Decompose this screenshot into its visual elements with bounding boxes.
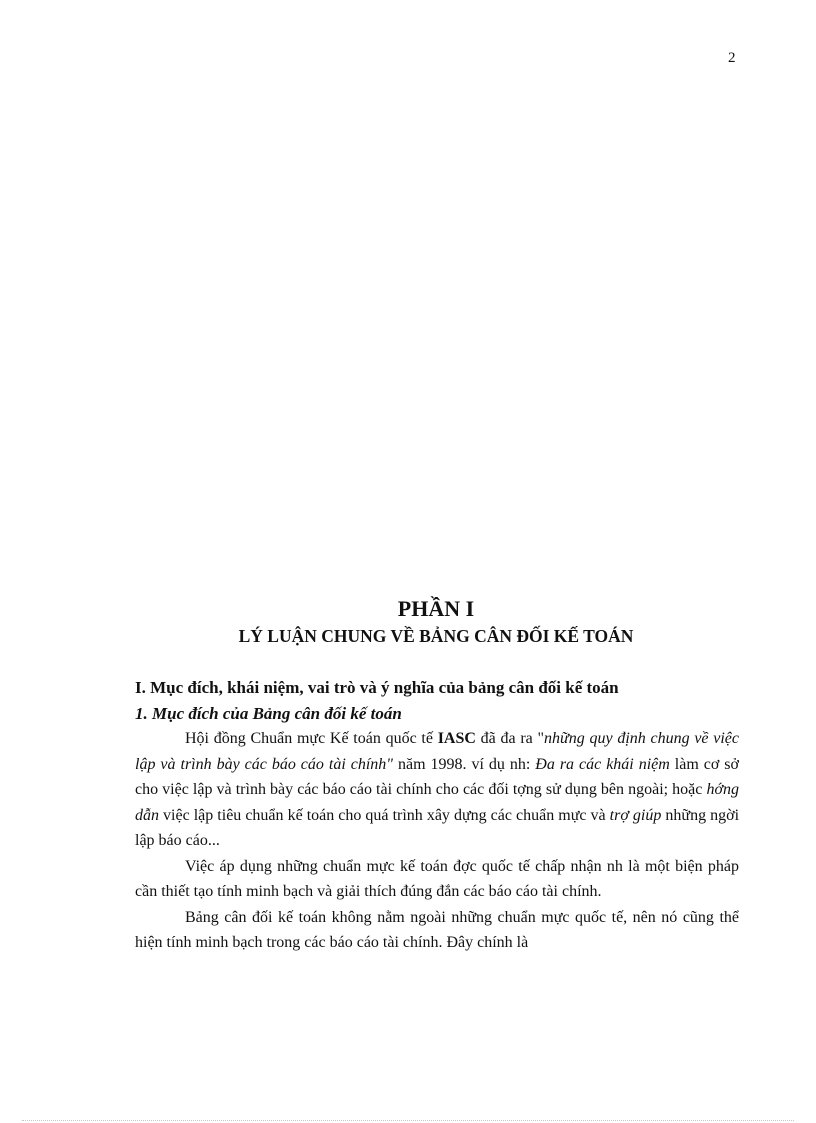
paragraph-standards: Việc áp dụng những chuẩn mực kế toán đợc quốc tế chấp nhận nh là một biện pháp cần thiết tạo tính minh bạch và giải thích đúng đắn các báo cáo tài chính.	[135, 857, 739, 900]
part-heading: PHẦN I	[397, 596, 475, 621]
paragraph-text: việc lập tiêu chuẩn kế toán cho quá trình xây dựng các chuẩn mực và	[159, 806, 610, 824]
document-body	[135, 675, 739, 956]
paragraph-text: đã đa ra "	[475, 730, 545, 747]
footer-divider	[22, 1120, 794, 1121]
paragraph-text: những ngời lập báo cáo...	[135, 806, 740, 849]
quoted-document-title: những quy định chung về việc lập và trình bày các báo cáo tài chính"	[135, 730, 740, 773]
subsection-heading: 1. Mục đích của Bảng cân đối kế toán	[135, 703, 402, 723]
emphasis-text: trợ giúp	[609, 806, 662, 824]
paragraph-text: năm 1998. ví dụ nh:	[393, 755, 536, 773]
paragraph-text: làm cơ sở cho việc lập và trình bày các báo cáo tài chính cho các đối tợng sử dụng bên ngoài; hoặc	[135, 755, 739, 798]
section-heading: I. Mục đích, khái niệm, vai trò và ý nghĩa của bảng cân đối kế toán	[135, 678, 619, 697]
page-number: 2	[728, 50, 736, 66]
paragraph-balance-sheet: Bảng cân đối kế toán không nằm ngoài những chuẩn mực quốc tế, nên nó cũng thể hiện tính minh bạch trong các báo cáo tài chính. Đây chính là	[135, 908, 739, 951]
paragraph-iasc	[135, 726, 739, 854]
iasc-term: IASC	[437, 730, 476, 747]
paragraph-text: Hội đồng Chuẩn mực Kế toán quốc tế	[185, 730, 438, 747]
part-subtitle: LÝ LUẬN CHUNG VỀ BẢNG CÂN ĐỐI KẾ TOÁN	[238, 626, 634, 646]
emphasis-text: hớng dẫn	[135, 781, 739, 824]
emphasis-text: Đa ra các khái niệm	[535, 755, 670, 773]
